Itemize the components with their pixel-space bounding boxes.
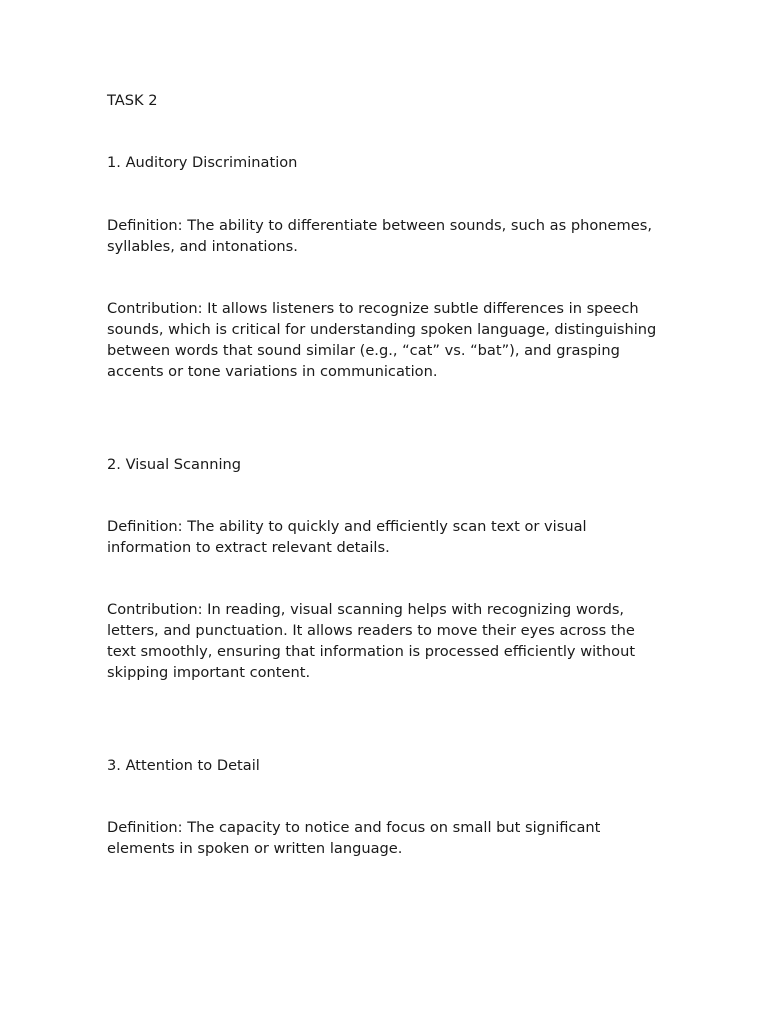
section-heading-auditory-discrimination: 1. Auditory Discrimination [107, 154, 298, 171]
definition-auditory-discrimination: Definition: The ability to differentiate between sounds, such as phonemes, syllables, and intonations. [107, 217, 652, 255]
definition-visual-scanning: Definition: The ability to quickly and efficiently scan text or visual information to extract relevant details. [107, 518, 587, 556]
definition-attention-to-detail: Definition: The capacity to notice and focus on small but significant elements in spoken or written language. [107, 819, 601, 857]
section-heading-attention-to-detail: 3. Attention to Detail [107, 757, 260, 774]
contribution-auditory-discrimination: Contribution: It allows listeners to recognize subtle differences in speech sounds, which is critical for understanding spoken language, distinguishing between words that sound similar (e.g., “cat” vs. “bat”), and grasping accents or tone variations in communication. [107, 300, 657, 380]
task-title: TASK 2 [107, 92, 158, 109]
section-heading-visual-scanning: 2. Visual Scanning [107, 456, 242, 473]
contribution-visual-scanning: Contribution: In reading, visual scanning helps with recognizing words, letters, and punctuation. It allows readers to move their eyes across the text smoothly, ensuring that information is processed efficiently without skipping important content. [107, 601, 636, 681]
